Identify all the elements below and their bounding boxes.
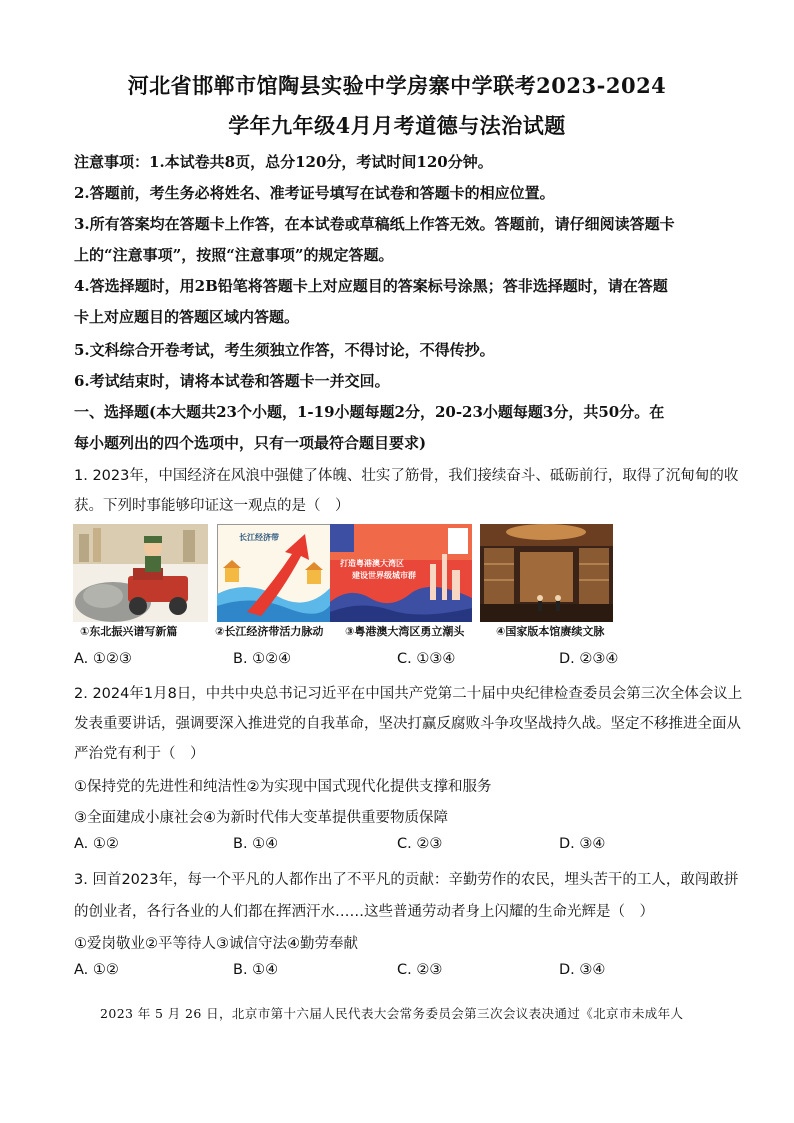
figure-caption: ③粤港澳大湾区勇立潮头 — [345, 625, 465, 638]
notice-line: 2.答题前，考生务必将姓名、准考证号填写在试卷和答题卡的相应位置。 — [74, 184, 555, 202]
option-a[interactable]: A. ①② — [74, 962, 119, 978]
question-2-stem: 严治党有利于（ ） — [74, 746, 205, 762]
figure-caption: ②长江经济带活力脉动 — [215, 625, 324, 638]
question-1-stem: 1. 2023年，中国经济在风浪中强健了体魄、壮实了筋骨，我们接续奋斗、砥砺前行，取得了沉甸甸的收 — [74, 468, 739, 484]
figure-2-label: 长江经济带 — [239, 533, 279, 542]
question-2-statements: ①保持党的先进性和纯洁性②为实现中国式现代化提供支撑和服务 — [74, 779, 492, 795]
title-line-2: 学年九年级4月月考道德与法治试题 — [228, 113, 566, 138]
option-a[interactable]: A. ①②③ — [74, 651, 132, 667]
question-3-stem: 3. 回首2023年，每一个平凡的人都作出了不平凡的贡献：辛勤劳作的农民，埋头苦干的工人，敢闯敢拼 — [74, 872, 739, 888]
section-heading-line-1: 一、选择题(本大题共23个小题，1-19小题每题2分，20-23小题每题3分，共50分。在 — [74, 403, 665, 421]
question-2-stem: 2. 2024年1月8日，中共中央总书记习近平在中国共产党第二十届中央纪律检查委员会第三次全体会议上 — [74, 686, 743, 702]
figure-3-label-1: 打造粤港澳大湾区 — [340, 559, 404, 568]
option-d[interactable]: D. ③④ — [559, 836, 606, 852]
question-2-stem: 发表重要讲话，强调要深入推进党的自我革命，坚决打赢反腐败斗争攻坚战持久战。坚定不移推进全面从 — [74, 716, 741, 732]
option-b[interactable]: B. ①②④ — [233, 651, 292, 667]
question-1-stem: 获。下列时事能够印证这一观点的是（ ） — [74, 498, 350, 514]
option-c[interactable]: C. ①③④ — [397, 651, 456, 667]
figure-caption: ④国家版本馆赓续文脉 — [496, 625, 605, 638]
notice-line: 4.答选择题时，用2B铅笔将答题卡上对应题目的答案标号涂黑；答非选择题时，请在答题 — [74, 277, 668, 295]
option-b[interactable]: B. ①④ — [233, 962, 279, 978]
figure-national-archives — [480, 524, 613, 622]
question-3-statements: ①爱岗敬业②平等待人③诚信守法④勤劳奉献 — [74, 936, 358, 952]
option-b[interactable]: B. ①④ — [233, 836, 279, 852]
notice-line: 上的“注意事项”，按照“注意事项”的规定答题。 — [74, 246, 394, 264]
option-d[interactable]: D. ③④ — [559, 962, 606, 978]
question-2-statements: ③全面建成小康社会④为新时代伟大变革提供重要物质保障 — [74, 810, 448, 826]
notice-line: 6.考试结束时，请将本试卷和答题卡一并交回。 — [74, 372, 390, 390]
figure-yangtze-economic-belt — [217, 524, 332, 622]
notice-line: 卡上对应题目的答题区域内答题。 — [74, 308, 300, 326]
notice-line: 5.文科综合开卷考试，考生须独立作答，不得讨论，不得传抄。 — [74, 341, 495, 359]
option-a[interactable]: A. ①② — [74, 836, 119, 852]
figure-3-label-2: 建设世界级城市群 — [352, 571, 416, 580]
figure-northeast-cartoon — [73, 524, 208, 622]
next-question-text: 2023 年 5 月 26 日，北京市第十六届人民代表大会常务委员会第三次会议表决通过《北京市未成年人 — [100, 1006, 684, 1021]
option-d[interactable]: D. ②③④ — [559, 651, 619, 667]
notice-line: 注意事项：1.本试卷共8页，总分120分，考试时间120分钟。 — [74, 153, 493, 171]
title-line-1: 河北省邯郸市馆陶县实验中学房寨中学联考2023-2024 — [127, 73, 667, 98]
option-c[interactable]: C. ②③ — [397, 836, 443, 852]
option-c[interactable]: C. ②③ — [397, 962, 443, 978]
notice-line: 3.所有答案均在答题卡上作答，在本试卷或草稿纸上作答无效。答题前，请仔细阅读答题卡 — [74, 215, 675, 233]
question-3-stem: 的创业者，各行各业的人们都在挥洒汗水……这些普通劳动者身上闪耀的生命光辉是（ ） — [74, 904, 654, 920]
figure-greater-bay-area — [330, 524, 472, 622]
figure-caption: ①东北振兴谱写新篇 — [80, 625, 178, 638]
section-heading-line-2: 每小题列出的四个选项中，只有一项最符合题目要求) — [74, 434, 427, 452]
